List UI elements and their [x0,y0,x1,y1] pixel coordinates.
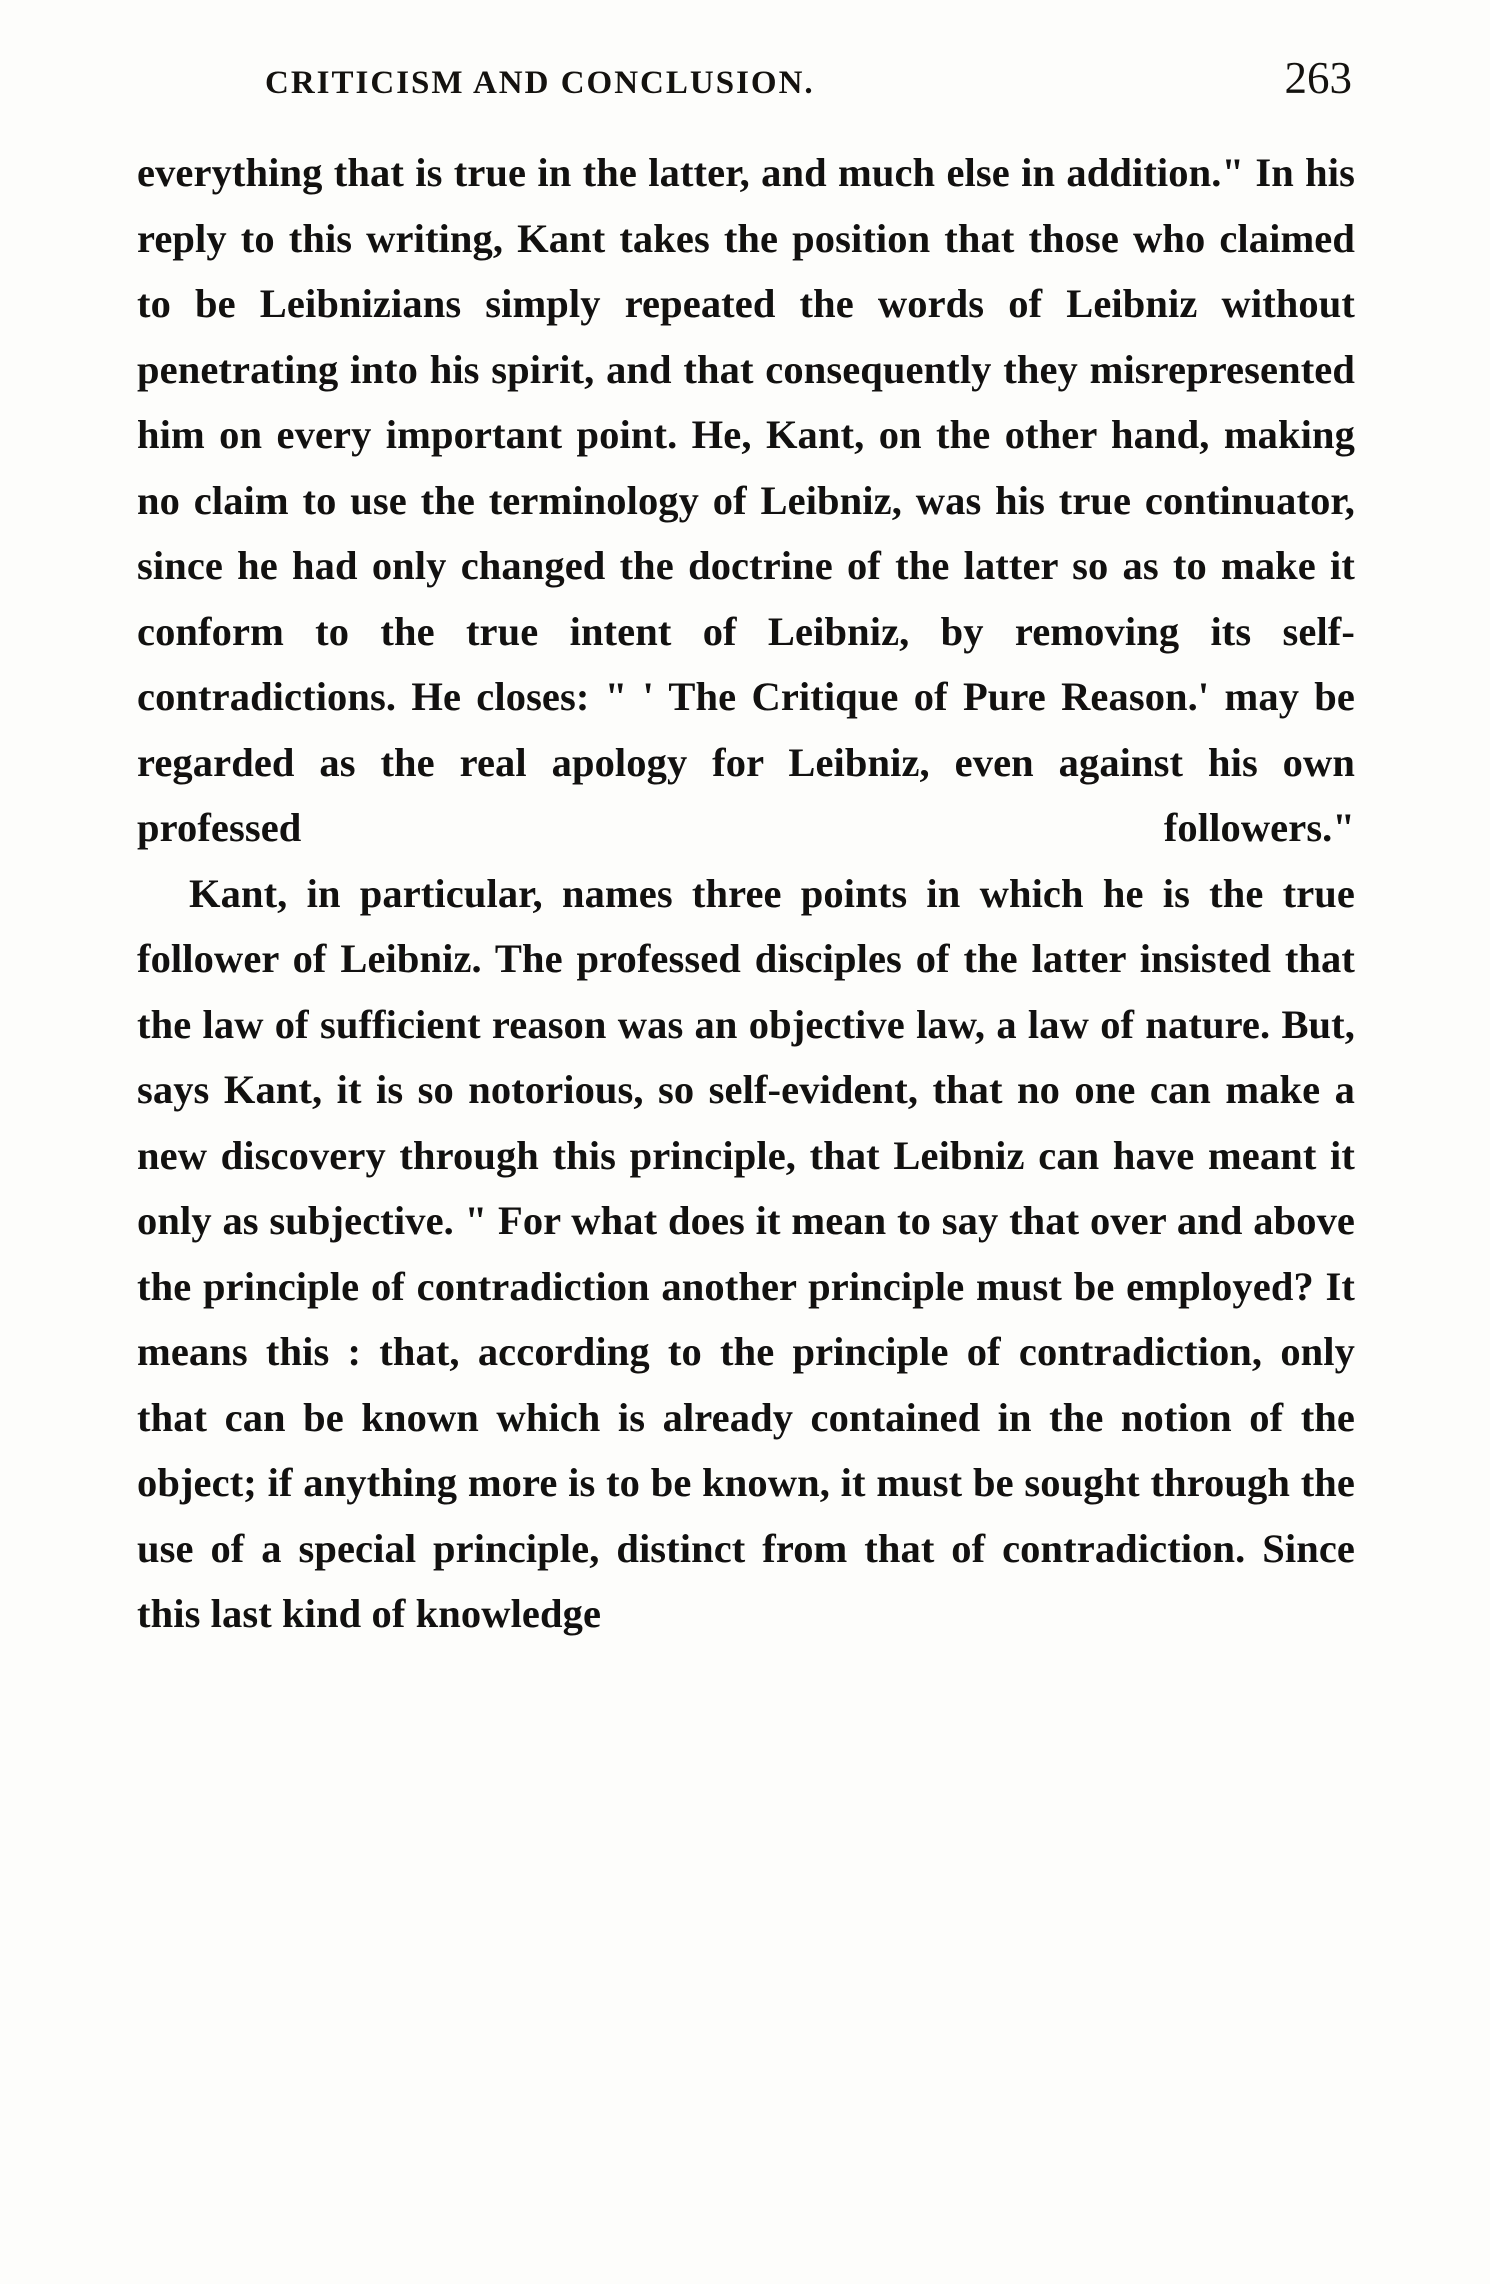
page-number: 263 [1284,53,1352,103]
paragraph: Kant, in particular, names three points in which he is the true follower of Leibniz. The professed disciples of the latter insisted that the law of sufficient reason was an objective law, a law of nature. But, says Kant, it is so notorious, so self-evident, that no one can make a new discovery through this principle, that Leibniz can have meant it only as subjective. " For what does it mean to say that over and above the principle of contradiction another principle must be employed? It means this : that, according to the principle of contradiction, only that can be known which is already contained in the notion of the object; if anything more is to be known, it must be sought through the use of a special principle, distinct from that of contradiction. Since this last kind of knowledge [137,870,1355,1636]
page-header [130,52,1360,112]
body-text [137,140,1355,1647]
running-head: CRITICISM AND CONCLUSION. [265,65,815,101]
paragraph: everything that is true in the latter, and much else in addition." In his reply to this writing, Kant takes the position that those who claimed to be Leibnizians simply repeated the words of Leibniz without penetrating into his spirit, and that consequently they misrepresented him on every important point. He, Kant, on the other hand, making no claim to use the terminology of Leibniz, was his true continuator, since he had only changed the doctrine of the latter so as to make it conform to the true intent of Leibniz, by removing its self-contradictions. He closes: " ' The Critique of Pure Reason.' may be regarded as the real apology for Leibniz, even against his own professed followers." [137,150,1355,850]
